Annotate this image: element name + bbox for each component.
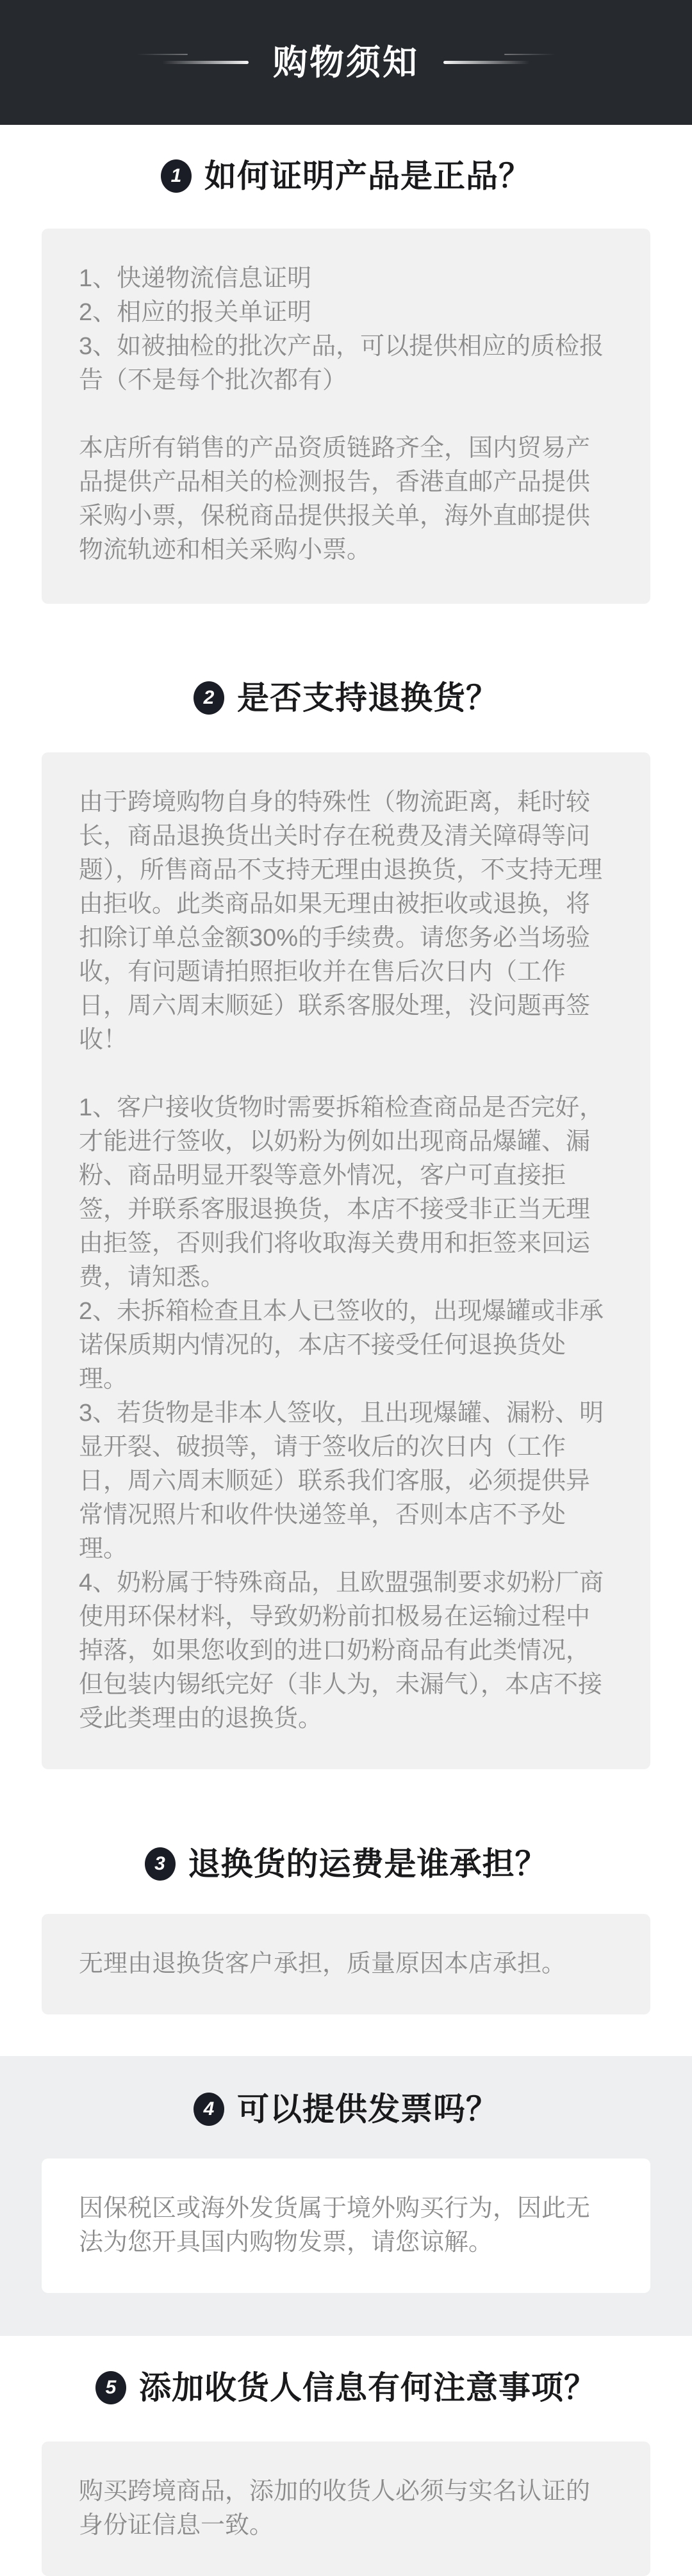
section-5-title: 添加收货人信息有何注意事项？ — [139, 2370, 597, 2406]
paragraph: 无理由退换货客户承担，质量原因本店承担。 — [79, 1950, 566, 1977]
section-1-number-badge: 1 — [161, 159, 192, 193]
section-5-number-badge: 5 — [95, 2371, 126, 2404]
page-title: 购物须知 — [273, 43, 419, 82]
section-5-heading — [0, 2370, 692, 2406]
paragraph: 由于跨境购物自身的特殊性（物流距离，耗时较长，商品退换货出关时存在税费及清关障碍等问题），所售商品不支持无理由退换货，不支持无理由拒收。此类商品如果无理由被拒收或退换，将扣除订单总金额30%的手续费。请您务必当场验收，有问题请拍照拒收并在售后次日内（工作日，周六周末顺延）联系客服处理，没问题再签收！ — [79, 789, 603, 1053]
section-3-content-box — [42, 1914, 650, 2014]
section-2-heading — [0, 680, 692, 716]
section-1-title: 如何证明产品是正品？ — [204, 158, 531, 194]
section-4-content-box — [42, 2159, 650, 2293]
paragraph: 1、客户接收货物时需要拆箱检查商品是否完好，才能进行签收，以奶粉为例如出现商品爆罐、漏粉、商品明显开裂等意外情况，客户可直接拒签，并联系客服退换货，本店不接受非正当无理由拒签，否则我们将收取海关费用和拒签来回运费，请知悉。 — [79, 1094, 604, 1291]
section-3-number-badge: 3 — [145, 1847, 176, 1881]
paragraph: 1、快递物流信息证明 — [79, 265, 312, 292]
title-decoration-line-right — [443, 61, 530, 64]
section-1-content-box — [42, 229, 650, 604]
paragraph: 3、若货物是非本人签收，且出现爆罐、漏粉、明显开裂、破损等，请于签收后的次日内（工作日，周六周末顺延）联系我们客服，必须提供异常情况照片和收件快递签单，否则本店不予处理。 — [79, 1400, 604, 1562]
section-3-title: 退换货的运费是谁承担？ — [188, 1846, 548, 1882]
section-2-title: 是否支持退换货？ — [237, 680, 498, 716]
paragraph: 2、未拆箱检查且本人已签收的，出现爆罐或非承诺保质期内情况的，本店不接受任何退换货处理。 — [79, 1298, 604, 1393]
section-1-heading — [0, 158, 692, 194]
page-header — [0, 0, 692, 125]
paragraph: 本店所有销售的产品资质链路齐全，国内贸易产品提供产品相关的检测报告，香港直邮产品提供采购小票，保税商品提供报关单，海外直邮提供物流轨迹和相关采购小票。 — [79, 435, 591, 563]
section-4-number-badge: 4 — [194, 2093, 224, 2126]
paragraph: 2、相应的报关单证明 — [79, 299, 312, 326]
paragraph: 购买跨境商品，添加的收货人必须与实名认证的身份证信息一致。 — [79, 2478, 591, 2539]
title-decoration-line-left — [162, 61, 249, 64]
section-2-number-badge: 2 — [194, 681, 224, 715]
paragraph: 因保税区或海外发货属于境外购买行为，因此无法为您开具国内购物发票，请您谅解。 — [79, 2195, 591, 2256]
section-4-band — [0, 2056, 692, 2336]
section-3-heading — [0, 1846, 692, 1882]
section-5-content-box — [42, 2442, 650, 2576]
section-4-title: 可以提供发票吗？ — [237, 2091, 498, 2127]
section-2-content-box — [42, 752, 650, 1769]
paragraph: 4、奶粉属于特殊商品，且欧盟强制要求奶粉厂商使用环保材料，导致奶粉前扣极易在运输过程中掉落，如果您收到的进口奶粉商品有此类情况，但包装内锡纸完好（非人为，未漏气），本店不接受此类理由的退换货。 — [79, 1569, 604, 1732]
paragraph: 3、如被抽检的批次产品，可以提供相应的质检报告（不是每个批次都有） — [79, 333, 604, 394]
section-4-heading — [0, 2091, 692, 2127]
